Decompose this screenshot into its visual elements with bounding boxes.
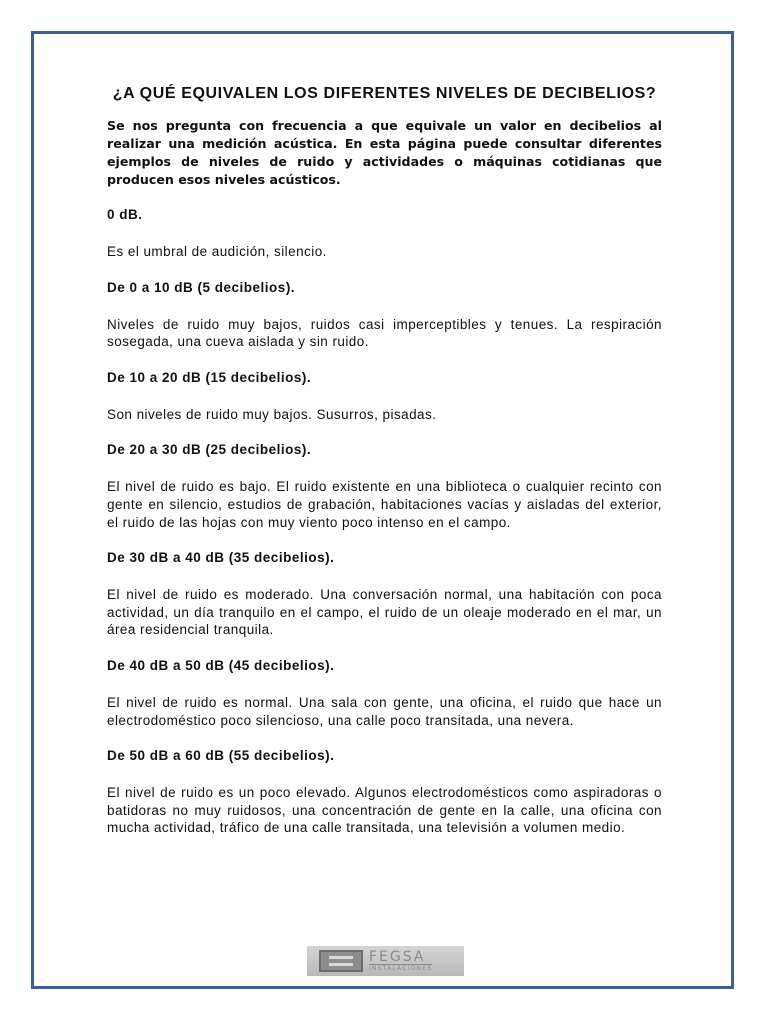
logo-mark-icon [319, 950, 363, 972]
section-heading-50-60db: De 50 dB a 60 dB (55 decibelios). [107, 748, 335, 764]
section-heading-0db: 0 dB. [107, 207, 143, 222]
section-body-20-30db: El nivel de ruido es bajo. El ruido existente en una biblioteca o cualquier recinto con gente en silencio, estudios de grabación, habitaciones vacías y aisladas del exterior, el ruido de las hojas con muy viento poco intenso en el campo. [107, 479, 662, 530]
section-body-10-20db: Son niveles de ruido muy bajos. Susurros, pisadas. [107, 406, 437, 422]
section-heading-10-20db: De 10 a 20 dB (15 decibelios). [107, 369, 312, 385]
document-page [31, 31, 734, 989]
section-heading-40-50db: De 40 dB a 50 dB (45 decibelios). [107, 657, 335, 673]
section-body-40-50db: El nivel de ruido es normal. Una sala con gente, una oficina, el ruido que hace un electrodoméstico poco silencioso, una calle poco transitada, una nevera. [107, 694, 662, 728]
logo-text [369, 950, 432, 973]
section-heading-30-40db: De 30 dB a 40 dB (35 decibelios). [107, 550, 335, 566]
section-body-30-40db: El nivel de ruido es moderado. Una conversación normal, una habitación con poca actividad, un día tranquilo en el campo, el ruido de un oleaje moderado en el mar, un área residencial tranquila. [107, 587, 662, 638]
section-body-50-60db: El nivel de ruido es un poco elevado. Algunos electrodomésticos como aspiradoras o batidoras no muy ruidosos, una concentración de gente en la calle, una oficina con mucha actividad, tráfico de una calle transitada, una televisión a volumen medio. [107, 785, 662, 836]
section-heading-0-10db: De 0 a 10 dB (5 decibelios). [107, 279, 296, 295]
document-content [107, 85, 662, 855]
section-heading-20-30db: De 20 a 30 dB (25 decibelios). [107, 442, 312, 458]
document-intro: Se nos pregunta con frecuencia a que equivale un valor en decibelios al realizar una medición acústica. En esta página puede consultar diferentes ejemplos de niveles de ruido y actividades o máquinas cotidianas que producen esos niveles acústicos. [107, 118, 662, 187]
logo-tagline: INSTALACIONES [369, 964, 433, 972]
section-body-0-10db: Niveles de ruido muy bajos, ruidos casi imperceptibles y tenues. La respiración sosegada, una cueva aislada y sin ruido. [107, 316, 662, 350]
company-logo [307, 946, 464, 976]
document-title: ¿A QUÉ EQUIVALEN LOS DIFERENTES NIVELES DE DECIBELIOS? [112, 85, 657, 102]
section-body-0db: Es el umbral de audición, silencio. [107, 244, 327, 259]
logo-name: FEGSA [369, 950, 432, 965]
